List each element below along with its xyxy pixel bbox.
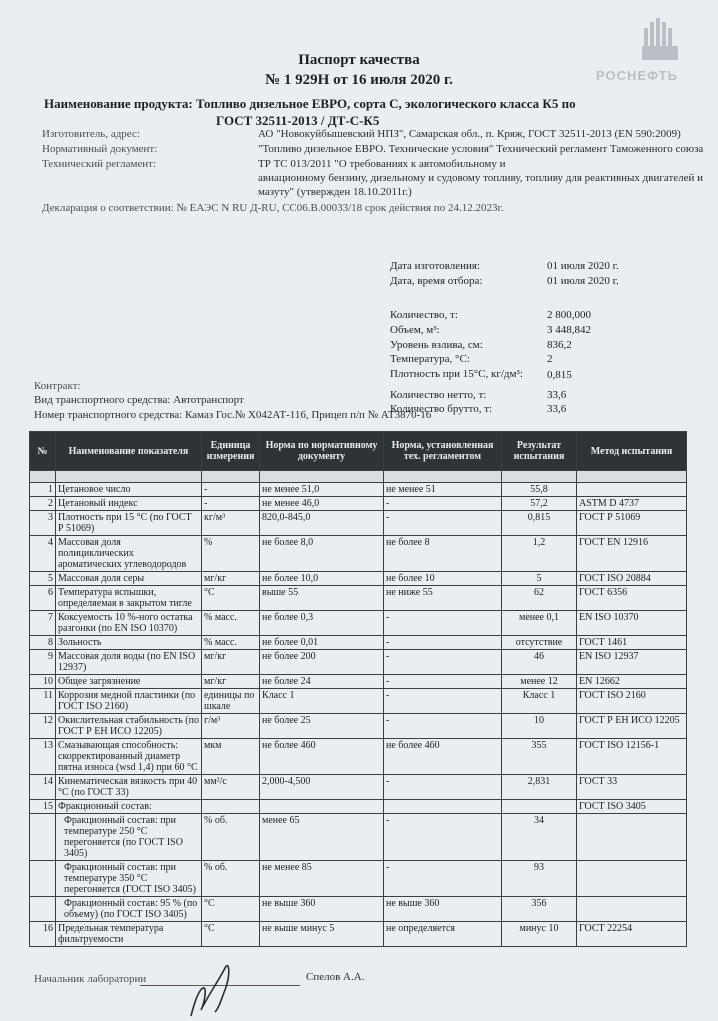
row-unit: -: [202, 497, 260, 511]
row-result: 34: [502, 814, 577, 861]
row-result: 356: [502, 897, 577, 922]
row-indicator: Коррозия медной пластинки (по ГОСТ ISO 2160): [56, 689, 202, 714]
fill-level-label: Уровень взлива, см:: [390, 339, 483, 351]
lab-head-label: Начальник лаборатории: [34, 973, 147, 985]
row-number: 7: [30, 611, 56, 636]
row-number: 9: [30, 650, 56, 675]
table-row: [30, 572, 687, 586]
row-norm-doc: 820,0-845,0: [260, 511, 384, 536]
row-result: 57,2: [502, 497, 577, 511]
row-method: EN 12662: [577, 675, 687, 689]
declaration: Декларация о соответствии: № ЕАЭС N RU Д-RU, СС06.В.00033/18 срок действия по 24.12.2023г.: [42, 202, 504, 214]
row-method: ГОСТ 1461: [577, 636, 687, 650]
tech-regulation-label: Технический регламент:: [42, 158, 157, 170]
row-unit: мг/кг: [202, 650, 260, 675]
row-result: 62: [502, 586, 577, 611]
row-method: ASTM D 4737: [577, 497, 687, 511]
table-row: [30, 775, 687, 800]
row-norm-doc: не менее 85: [260, 861, 384, 897]
gross-weight-value: 33,6: [547, 403, 567, 415]
normative-doc-label: Нормативный документ:: [42, 143, 158, 155]
production-date-value: 01 июля 2020 г.: [547, 260, 619, 272]
row-method: ГОСТ EN 12916: [577, 536, 687, 572]
tech-regulation-value-3: мазуту" (утвержден 18.10.2011г.): [258, 186, 412, 198]
row-norm-doc: 2,000-4,500: [260, 775, 384, 800]
row-number: 14: [30, 775, 56, 800]
row-result: 10: [502, 714, 577, 739]
row-indicator: Фракционный состав: при температуре 250 °С перегоняется (по ГОСТ ISO 3405): [56, 814, 202, 861]
quantity-value: 2 800,000: [547, 309, 591, 321]
transport-type: Вид транспортного средства: Автотранспорт: [34, 394, 244, 406]
row-number: 4: [30, 536, 56, 572]
row-indicator: Температура вспышки, определяемая в закрытом тигле: [56, 586, 202, 611]
volume-label: Объем, м³:: [390, 324, 440, 336]
row-indicator: Плотность при 15 °С (по ГОСТ Р 51069): [56, 511, 202, 536]
row-norm-doc: не более 8,0: [260, 536, 384, 572]
row-method: ГОСТ 22254: [577, 922, 687, 947]
row-method: [577, 483, 687, 497]
row-norm-doc: не более 24: [260, 675, 384, 689]
row-number: 15: [30, 800, 56, 814]
row-unit: -: [202, 483, 260, 497]
row-result: 2,831: [502, 775, 577, 800]
row-norm-doc: [260, 800, 384, 814]
row-indicator: Массовая доля полициклических ароматических углеводородов: [56, 536, 202, 572]
row-indicator: Предельная температура фильтруемости: [56, 922, 202, 947]
rosneft-logo: [596, 18, 718, 88]
row-norm-regulation: не более 10: [384, 572, 502, 586]
normative-doc-value: "Топливо дизельное ЕВРО. Технические условия" Технический регламент Таможенного союза: [258, 143, 704, 155]
header-unit: Единица измерения: [202, 432, 260, 471]
row-result: 93: [502, 861, 577, 897]
row-number: 10: [30, 675, 56, 689]
row-indicator: Фракционный состав:: [56, 800, 202, 814]
row-indicator: Зольность: [56, 636, 202, 650]
row-result: 1,2: [502, 536, 577, 572]
row-result: 355: [502, 739, 577, 775]
header-norm-doc: Норма по нормативному документу: [260, 432, 384, 471]
row-method: ГОСТ ISO 20884: [577, 572, 687, 586]
density-label: Плотность при 15°С, кг/дм³:: [390, 368, 523, 380]
tech-regulation-value-2: авиационному бензину, дизельному и судовому топливу, топливу для реактивных двигателей и: [258, 172, 704, 184]
row-norm-doc: не более 25: [260, 714, 384, 739]
table-row: [30, 511, 687, 536]
row-unit: единицы по шкале: [202, 689, 260, 714]
row-unit: °С: [202, 586, 260, 611]
gross-weight-label: Количество брутто, т:: [390, 403, 493, 415]
table-row: [30, 861, 687, 897]
row-norm-doc: не менее 51,0: [260, 483, 384, 497]
row-norm-doc: не более 0,01: [260, 636, 384, 650]
manufacturer-value: АО "Новокуйбышевский НПЗ", Самарская обл., п. Кряж, ГОСТ 32511-2013 (EN 590:2009): [258, 128, 681, 140]
row-unit: кг/м³: [202, 511, 260, 536]
row-unit: мм²/с: [202, 775, 260, 800]
row-norm-doc: не более 460: [260, 739, 384, 775]
table-row: [30, 814, 687, 861]
row-result: [502, 800, 577, 814]
row-method: ГОСТ ISO 2160: [577, 689, 687, 714]
row-norm-doc: не более 10,0: [260, 572, 384, 586]
lab-head-name: Спелов А.А.: [306, 971, 365, 983]
row-number: 2: [30, 497, 56, 511]
row-indicator: Фракционный состав: при температуре 350 °С перегоняется (ГОСТ ISO 3405): [56, 861, 202, 897]
production-date-label: Дата изготовления:: [390, 260, 480, 272]
product-name-line2: ГОСТ 32511-2013 / ДТ-С-К5: [216, 113, 380, 128]
row-number: 6: [30, 586, 56, 611]
row-norm-doc: не выше 360: [260, 897, 384, 922]
net-weight-label: Количество нетто, т:: [390, 389, 487, 401]
table-row: [30, 922, 687, 947]
row-unit: % об.: [202, 861, 260, 897]
row-unit: °С: [202, 897, 260, 922]
row-indicator: Кинематическая вязкость при 40 °С (по ГОСТ 33): [56, 775, 202, 800]
row-method: ГОСТ ISO 12156-1: [577, 739, 687, 775]
row-norm-regulation: [384, 800, 502, 814]
table-row: [30, 483, 687, 497]
row-method: [577, 897, 687, 922]
quality-table: [29, 431, 687, 947]
manufacturer-label: Изготовитель, адрес:: [42, 128, 140, 140]
row-norm-regulation: -: [384, 497, 502, 511]
density-value: 0,815: [547, 369, 572, 381]
table-row: [30, 800, 687, 814]
quantity-label: Количество, т:: [390, 309, 458, 321]
row-norm-doc: не выше минус 5: [260, 922, 384, 947]
row-result: 5: [502, 572, 577, 586]
table-row: [30, 636, 687, 650]
signature-icon: [185, 950, 265, 1020]
row-norm-doc: выше 55: [260, 586, 384, 611]
row-norm-regulation: не более 8: [384, 536, 502, 572]
row-indicator: Цетановое число: [56, 483, 202, 497]
row-norm-regulation: -: [384, 636, 502, 650]
table-row: [30, 675, 687, 689]
row-unit: °С: [202, 922, 260, 947]
row-number: 16: [30, 922, 56, 947]
row-indicator: Фракционный состав: 95 % (по объему) (по ГОСТ ISO 3405): [56, 897, 202, 922]
row-method: ГОСТ 33: [577, 775, 687, 800]
row-norm-regulation: -: [384, 861, 502, 897]
row-method: [577, 814, 687, 861]
tech-regulation-value: ТР ТС 013/2011 "О требованиях к автомобильному и: [258, 158, 506, 170]
table-row: [30, 739, 687, 775]
row-norm-doc: не более 0,3: [260, 611, 384, 636]
row-indicator: Смазывающая способность: скорректированный диаметр пятна износа (wsd 1,4) при 60 °С: [56, 739, 202, 775]
row-number: [30, 861, 56, 897]
logo-text: РОСНЕФТЬ: [596, 68, 678, 83]
row-number: [30, 814, 56, 861]
row-indicator: Цетановый индекс: [56, 497, 202, 511]
row-result: отсутствие: [502, 636, 577, 650]
sampling-date-value: 01 июля 2020 г.: [547, 275, 619, 287]
row-result: 55,8: [502, 483, 577, 497]
table-row: [30, 714, 687, 739]
row-method: ГОСТ ISO 3405: [577, 800, 687, 814]
transport-number: Номер транспортного средства: Камаз Гос.№ Х042АТ-116, Прицеп п/п № АТ3870-16: [34, 409, 432, 421]
row-unit: % масс.: [202, 636, 260, 650]
row-norm-regulation: не выше 360: [384, 897, 502, 922]
row-method: ГОСТ Р ЕН ИСО 12205: [577, 714, 687, 739]
table-spacer-row: [30, 471, 687, 483]
row-norm-doc: не менее 46,0: [260, 497, 384, 511]
row-unit: мкм: [202, 739, 260, 775]
temperature-label: Температура, °С:: [390, 353, 470, 365]
row-number: 1: [30, 483, 56, 497]
row-number: 8: [30, 636, 56, 650]
temperature-value: 2: [547, 353, 553, 365]
row-unit: мг/кг: [202, 675, 260, 689]
row-norm-regulation: -: [384, 511, 502, 536]
header-norm-regulation: Норма, установленная тех. регламентом: [384, 432, 502, 471]
row-indicator: Массовая доля воды (по EN ISO 12937): [56, 650, 202, 675]
row-result: 0,815: [502, 511, 577, 536]
row-norm-regulation: не менее 51: [384, 483, 502, 497]
header-result: Результат испытания: [502, 432, 577, 471]
contract-label: Контракт:: [34, 380, 81, 392]
row-norm-doc: не более 200: [260, 650, 384, 675]
row-indicator: Окислительная стабильность (по ГОСТ Р ЕН ИСО 12205): [56, 714, 202, 739]
row-norm-regulation: -: [384, 650, 502, 675]
row-norm-regulation: не определяется: [384, 922, 502, 947]
row-unit: г/м³: [202, 714, 260, 739]
table-row: [30, 497, 687, 511]
row-norm-doc: Класс 1: [260, 689, 384, 714]
table-row: [30, 611, 687, 636]
header-number: №: [30, 432, 56, 471]
row-result: менее 12: [502, 675, 577, 689]
document-number: № 1 929Н от 16 июля 2020 г.: [265, 72, 453, 88]
row-number: 11: [30, 689, 56, 714]
table-row: [30, 536, 687, 572]
table-row: [30, 897, 687, 922]
row-number: 12: [30, 714, 56, 739]
row-unit: % масс.: [202, 611, 260, 636]
header-method: Метод испытания: [577, 432, 687, 471]
row-norm-regulation: -: [384, 814, 502, 861]
row-result: минус 10: [502, 922, 577, 947]
row-indicator: Массовая доля серы: [56, 572, 202, 586]
table-body: [30, 471, 687, 947]
table-row: [30, 689, 687, 714]
row-number: 5: [30, 572, 56, 586]
row-unit: [202, 800, 260, 814]
document-title: Паспорт качества: [298, 52, 420, 68]
row-norm-doc: менее 65: [260, 814, 384, 861]
row-unit: мг/кг: [202, 572, 260, 586]
row-number: 13: [30, 739, 56, 775]
table-header-row: [30, 432, 687, 471]
row-method: [577, 861, 687, 897]
row-norm-regulation: -: [384, 675, 502, 689]
row-norm-regulation: -: [384, 611, 502, 636]
row-number: [30, 897, 56, 922]
row-unit: % об.: [202, 814, 260, 861]
row-method: ГОСТ Р 51069: [577, 511, 687, 536]
row-norm-regulation: -: [384, 689, 502, 714]
row-result: Класс 1: [502, 689, 577, 714]
row-norm-regulation: не ниже 55: [384, 586, 502, 611]
row-method: EN ISO 12937: [577, 650, 687, 675]
header-indicator: Наименование показателя: [56, 432, 202, 471]
sampling-date-label: Дата, время отбора:: [390, 275, 483, 287]
table-row: [30, 650, 687, 675]
net-weight-value: 33,6: [547, 389, 567, 401]
row-indicator: Общее загрязнение: [56, 675, 202, 689]
row-method: ГОСТ 6356: [577, 586, 687, 611]
fill-level-value: 836,2: [547, 339, 572, 351]
row-number: 3: [30, 511, 56, 536]
row-unit: %: [202, 536, 260, 572]
row-norm-regulation: не более 460: [384, 739, 502, 775]
row-method: EN ISO 10370: [577, 611, 687, 636]
table-row: [30, 586, 687, 611]
volume-value: 3 448,842: [547, 324, 591, 336]
rosneft-emblem-icon: [640, 18, 680, 62]
product-name-line1: Наименование продукта: Топливо дизельное ЕВРО, сорта С, экологического класса К5 по: [44, 96, 576, 111]
row-result: 46: [502, 650, 577, 675]
row-norm-regulation: -: [384, 714, 502, 739]
row-result: менее 0,1: [502, 611, 577, 636]
row-indicator: Коксуемость 10 %-ного остатка разгонки (по EN ISO 10370): [56, 611, 202, 636]
row-norm-regulation: -: [384, 775, 502, 800]
